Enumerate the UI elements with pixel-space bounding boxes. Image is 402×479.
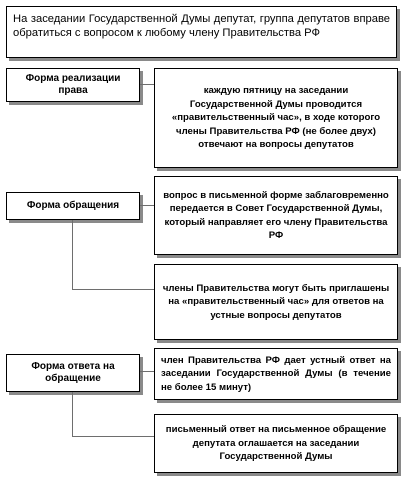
detail-text: член Правительства РФ дает устный ответ на заседании Государственной Думы (в течение не более 15 минут) xyxy=(161,354,391,393)
connector-line xyxy=(140,84,154,85)
label-form-of-realization xyxy=(6,68,140,102)
detail-government-hour xyxy=(154,68,398,168)
label-text: Форма ответа на обращение xyxy=(31,361,115,384)
connector-vertical xyxy=(72,392,73,436)
connector-line xyxy=(72,289,154,290)
detail-oral-answer xyxy=(154,348,398,400)
detail-written-question xyxy=(154,176,398,255)
label-form-of-appeal xyxy=(6,192,140,220)
detail-written-answer xyxy=(154,414,398,473)
connector-line xyxy=(140,205,154,206)
label-form-of-answer xyxy=(6,354,140,392)
connector-vertical xyxy=(72,220,73,289)
connector-line xyxy=(72,436,154,437)
detail-text: вопрос в письменной форме заблаговременно передается в Совет Государственной Думы, который направляет его члену Правительства РФ xyxy=(163,189,389,241)
detail-oral-questions xyxy=(154,264,398,340)
header-box xyxy=(6,6,397,58)
label-text: Форма обращения xyxy=(26,200,120,211)
detail-text: письменный ответ на письменное обращение депутата оглашается на заседании Государственной Думы xyxy=(165,424,387,463)
label-text: Форма реализации права xyxy=(25,73,121,96)
connector-line xyxy=(140,371,154,372)
detail-text: каждую пятницу на заседании Государственной Думы проводится «правительственный час», в ходе которого члены Правительства РФ (не более двух) отвечают на вопросы депутатов xyxy=(171,85,381,151)
header-text: На заседании Государственной Думы депутат, группа депутатов вправе обратиться с вопросом к любому члену Правительства РФ xyxy=(13,13,390,39)
detail-text: члены Правительства могут быть приглашены на «правительственный час» для ответов на устные вопросы депутатов xyxy=(162,282,390,321)
